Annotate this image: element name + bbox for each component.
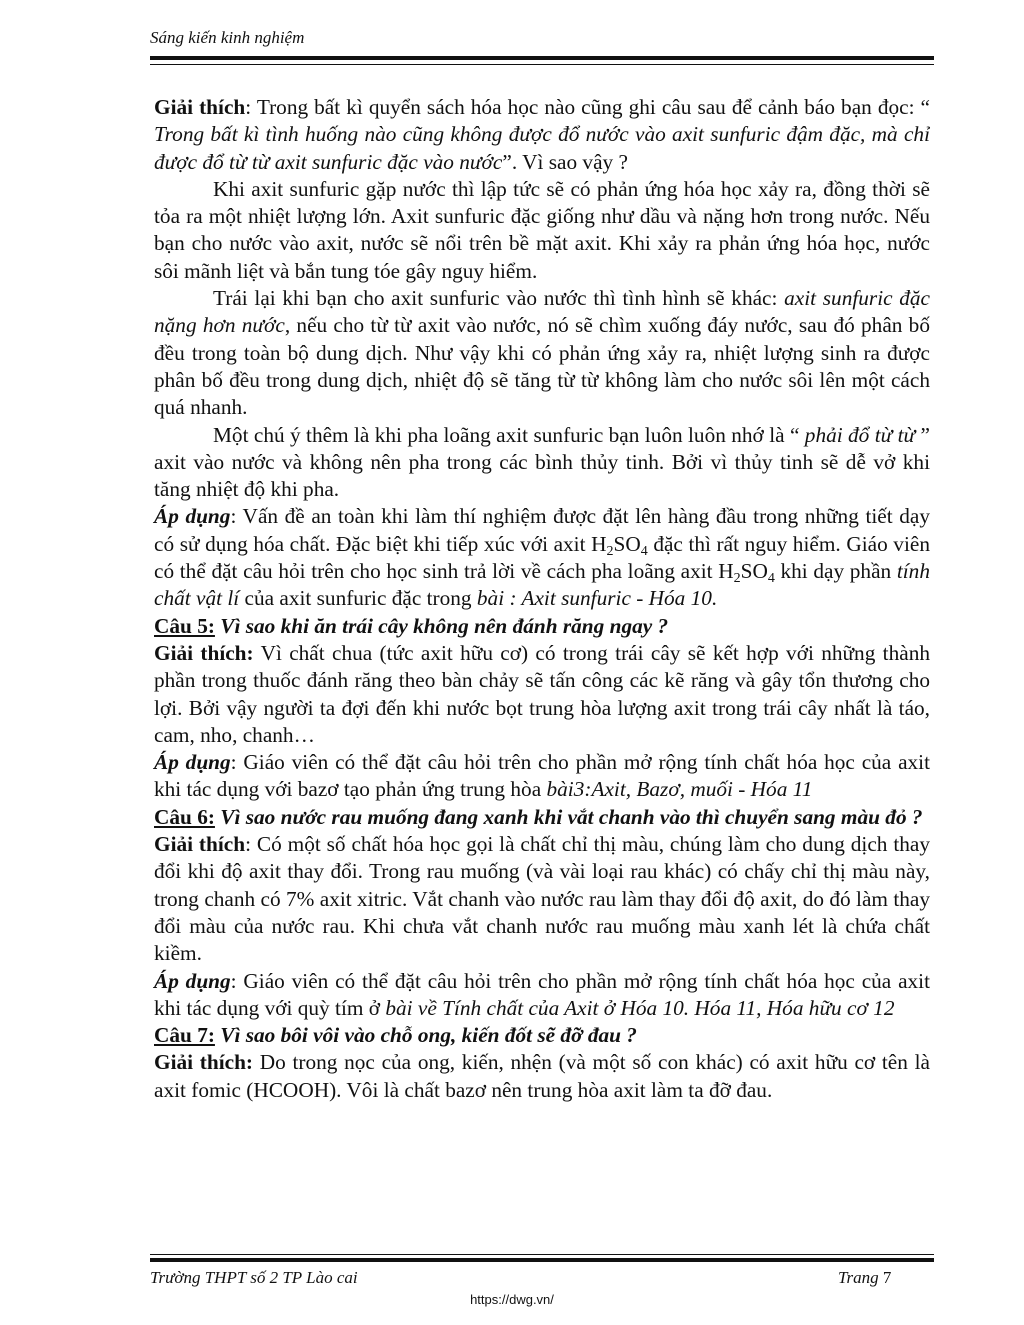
header-title: Sáng kiến kinh nghiệm [150,28,305,47]
label-giai-thich: Giải thích [154,95,246,119]
question-7-text: Vì sao bôi vôi vào chỗ ong, kiến đốt sẽ đỡ đau ? [214,1023,637,1048]
question-5-text: Vì sao khi ăn trái cây không nên đánh răng ngay ? [214,613,669,638]
page-number: 7 [882,1268,892,1287]
paragraph-ap-dung-1: Áp dụng: Vấn đề an toàn khi làm thí nghiệm được đặt lên hàng đầu trong những tiết dạy có sử dụng hóa chất. Đặc biệt khi tiếp xúc với axit $H_2SO_4$ đặc thì rất nguy hiểm. Giáo viên có thể đặt câu hỏi trên cho học sinh trả lời về cách pha loãng axit $H_2SO_4$ khi dạy phần tính chất vật lí của axit sunfuric đặc trong bài : Axit sunfuric - Hóa 10. [154,504,930,611]
question-7 [154,1022,930,1049]
paragraph-2: Khi axit sunfuric gặp nước thì lập tức sẽ có phản ứng hóa học xảy ra, đồng thời sẽ tỏa ra một nhiệt lượng lớn. Axit sunfuric đặc giống như dầu và nặng hơn trong nước. Nếu bạn cho nước vào axit, nước sẽ nổi trên bề mặt axit. Khi xảy ra phản ứng hóa học, nước sôi mãnh liệt và bắn tung tóe gây nguy hiểm. [154,176,930,283]
label-ap-dung: Áp dụng [154,504,231,529]
question-6-text: Vì sao nước rau muống đang xanh khi vắt chanh vào thì chuyển sang màu đỏ ? [214,804,923,829]
question-6 [154,804,930,831]
question-6-label: Câu 6: [154,804,215,829]
document-body [154,94,930,1104]
header-rule-thick [150,56,934,60]
footer-rule-thin [150,1254,934,1255]
paragraph-1: Giải thích: Trong bất kì quyển sách hóa học nào cũng ghi câu sau để cảnh báo bạn đọc: “ Trong bất kì tình huống nào cũng không được đổ nước vào axit sunfuric đậm đặc, mà chỉ được đổ từ từ axit sunfuric đặc vào nước”. Vì sao vậy ? [154,95,930,174]
footer-rule-thick [150,1258,934,1262]
paragraph-giai-thich-5: Giải thích: Vì chất chua (tức axit hữu cơ) có trong trái cây sẽ kết hợp với những thành phần trong thuốc đánh răng theo bàn chảy sẽ tấn công các kẽ răng và gây tổn thương cho lợi. Bởi vậy người ta đợi đến khi nước bọt trung hòa lượng axit trong trái cây nhất là táo, cam, nho, chanh… [154,640,930,747]
footer-page [838,1268,891,1288]
paragraph-giai-thich-6: Giải thích: Có một số chất hóa học gọi là chất chỉ thị màu, chúng làm cho dung dịch thay đổi khi độ axit thay đổi. Trong rau muống (và vài loại rau khác) có chấy chỉ thị màu này, trong chanh có 7% axit xitric. Vắt chanh vào nước rau làm thay đổi độ axit, do đó làm thay đổi màu của nước rau. Khi chưa vắt chanh nước rau muống màu xanh lét là chứa chất kiềm. [154,832,930,966]
paragraph-3: Trái lại khi bạn cho axit sunfuric vào nước thì tình hình sẽ khác: axit sunfuric đặc nặng hơn nước, nếu cho từ từ axit vào nước, nó sẽ chìm xuống đáy nước, sau đó phân bố đều trong toàn bộ dung dịch. Như vậy khi có phản ứng xảy ra, nhiệt lượng sinh ra được phân bố đều trong dung dịch, nhiệt độ sẽ tăng từ từ không làm cho nước sôi lên một cách quá nhanh. [154,286,930,420]
header-rule-thin [150,64,934,65]
paragraph-4: Một chú ý thêm là khi pha loãng axit sunfuric bạn luôn luôn nhớ là “ phải đổ từ từ ” axit vào nước và không nên pha trong các bình thủy tinh. Bởi vì thủy tinh sẽ dễ vở khi tăng nhiệt độ khi pha. [154,422,931,502]
footer-school: Trường THPT số 2 TP Lào cai [150,1268,358,1287]
question-5 [154,613,930,640]
paragraph-giai-thich-7: Giải thích: Do trong nọc của ong, kiến, nhện (và một số con khác) có axit hữu cơ tên là axit fomic (HCOOH). Vôi là chất bazơ nên trung hòa axit làm ta đỡ đau. [154,1050,930,1102]
page-label: Trang [838,1268,879,1287]
paragraph-ap-dung-5: Áp dụng: Giáo viên có thể đặt câu hỏi trên cho phần mở rộng tính chất hóa học của axit khi tác dụng với bazơ tạo phản ứng trung hòa bài3:Axit, Bazơ, muối - Hóa 11 [154,750,931,802]
paragraph-ap-dung-6: Áp dụng: Giáo viên có thể đặt câu hỏi trên cho phần mở rộng tính chất hóa học của axit khi tác dụng với quỳ tím ở bài về Tính chất của Axit ở Hóa 10. Hóa 11, Hóa hữu cơ 12 [154,968,931,1020]
question-5-label: Câu 5: [154,613,215,638]
warning-quote: Trong bất kì tình huống nào cũng không được đổ nước vào axit sunfuric đậm đặc, mà chỉ được đổ từ từ axit sunfuric đặc vào nước [154,122,930,174]
question-7-label: Câu 7: [154,1023,215,1048]
footer-url: https://dwg.vn/ [470,1292,554,1307]
